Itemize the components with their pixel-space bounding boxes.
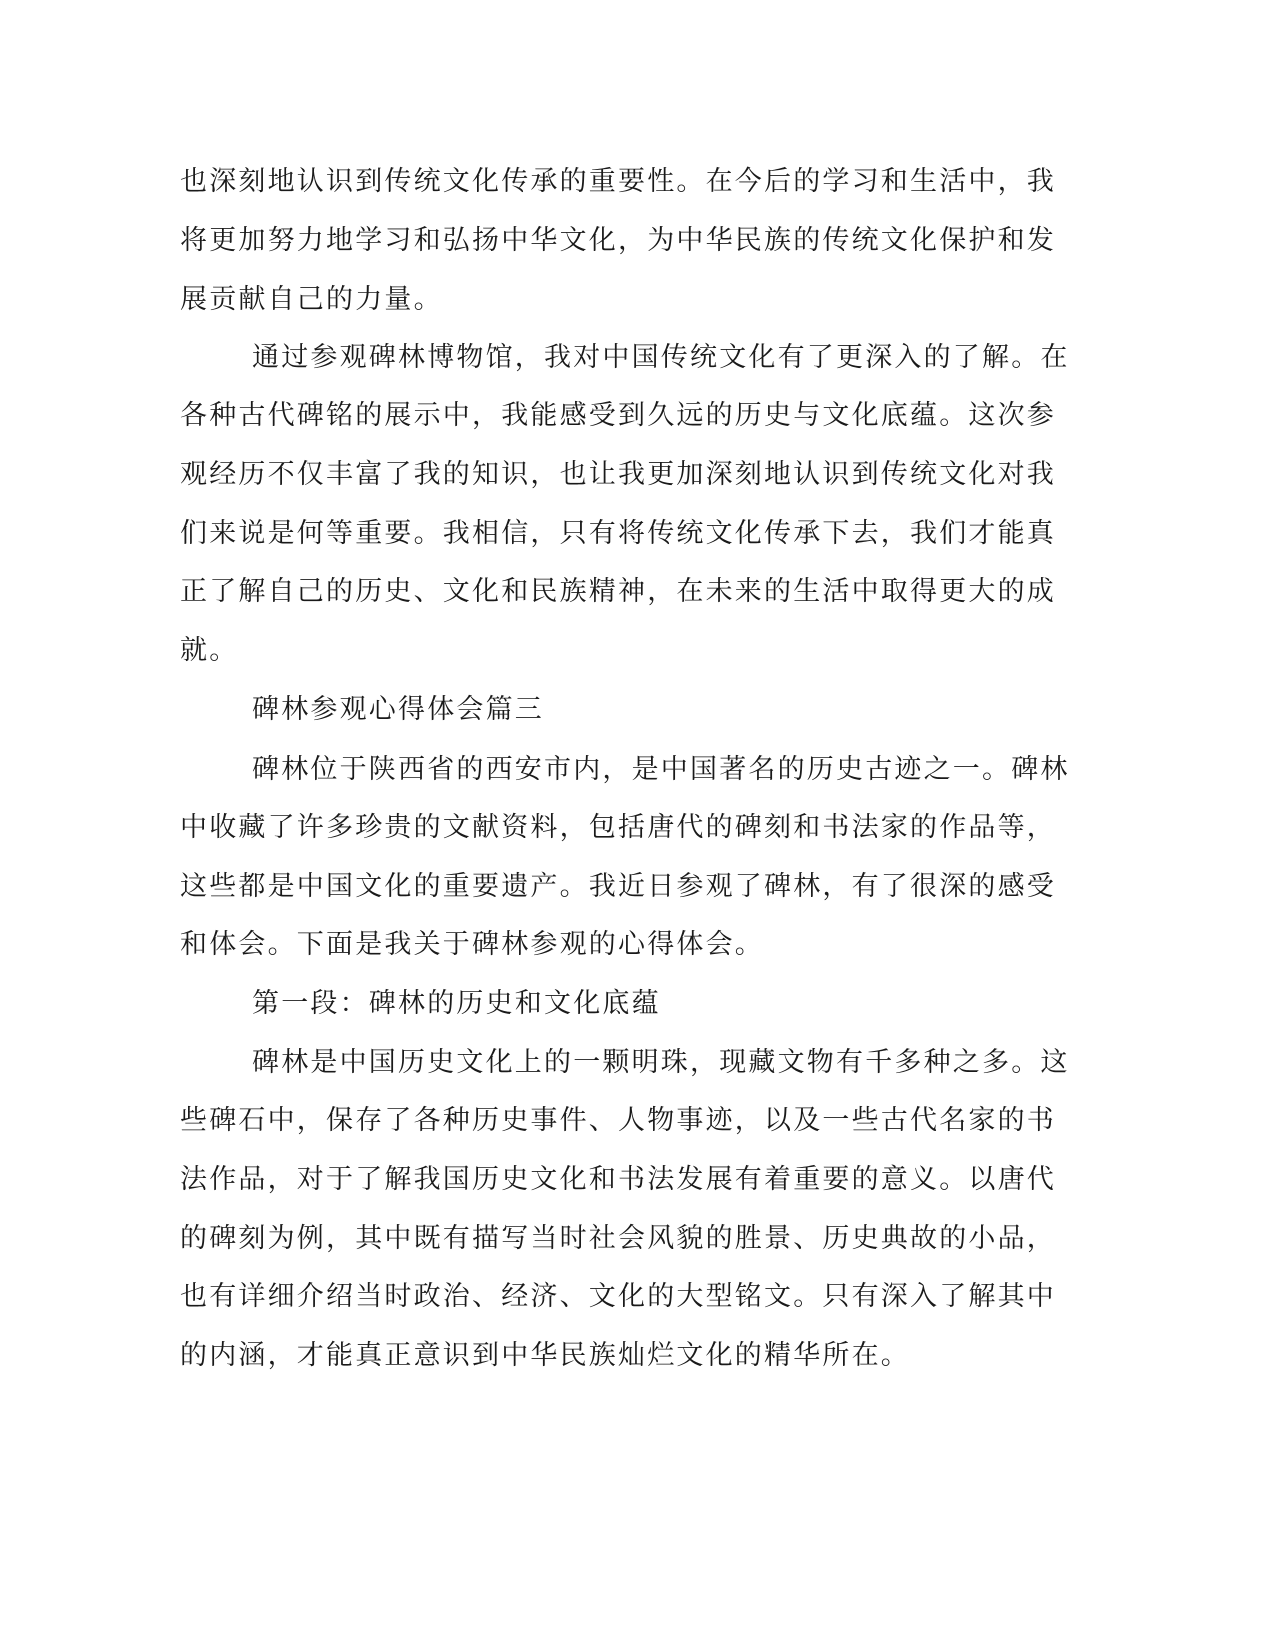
- paragraph-first-line: 通过参观碑林博物馆，我对中国传统文化有了更深入的了解。在: [252, 342, 1070, 373]
- text-line: 也深刻地认识到传统文化传承的重要性。在今后的学习和生活中，我: [180, 166, 1056, 197]
- text-line: 就。: [180, 635, 239, 666]
- text-line: 这些都是中国文化的重要遗产。我近日参观了碑林，有了很深的感受: [180, 871, 1056, 902]
- text-line: 些碑石中，保存了各种历史事件、人物事迹，以及一些古代名家的书: [180, 1105, 1056, 1136]
- text-line: 的碑刻为例，其中既有描写当时社会风貌的胜景、历史典故的小品，: [180, 1223, 1056, 1254]
- text-line: 中收藏了许多珍贵的文献资料，包括唐代的碑刻和书法家的作品等，: [180, 812, 1056, 843]
- text-line: 的内涵，才能真正意识到中华民族灿烂文化的精华所在。: [180, 1340, 910, 1371]
- text-line: 观经历不仅丰富了我的知识，也让我更加深刻地认识到传统文化对我: [180, 459, 1056, 490]
- text-line: 和体会。下面是我关于碑林参观的心得体会。: [180, 929, 764, 960]
- paragraph-first-line: 碑林是中国历史文化上的一颗明珠，现藏文物有千多种之多。这: [252, 1047, 1070, 1078]
- text-line: 正了解自己的历史、文化和民族精神，在未来的生活中取得更大的成: [180, 576, 1056, 607]
- paragraph-first-line: 碑林位于陕西省的西安市内，是中国著名的历史古迹之一。碑林: [252, 754, 1070, 785]
- section-subheading: 第一段：碑林的历史和文化底蕴: [252, 988, 661, 1019]
- text-line: 展贡献自己的力量。: [180, 284, 443, 315]
- text-line: 将更加努力地学习和弘扬中华文化，为中华民族的传统文化保护和发: [180, 225, 1056, 256]
- text-line: 们来说是何等重要。我相信，只有将传统文化传承下去，我们才能真: [180, 518, 1056, 549]
- text-line: 各种古代碑铭的展示中，我能感受到久远的历史与文化底蕴。这次参: [180, 400, 1056, 431]
- text-line: 也有详细介绍当时政治、经济、文化的大型铭文。只有深入了解其中: [180, 1281, 1056, 1312]
- text-line: 法作品，对于了解我国历史文化和书法发展有着重要的意义。以唐代: [180, 1164, 1056, 1195]
- section-heading: 碑林参观心得体会篇三: [252, 694, 544, 725]
